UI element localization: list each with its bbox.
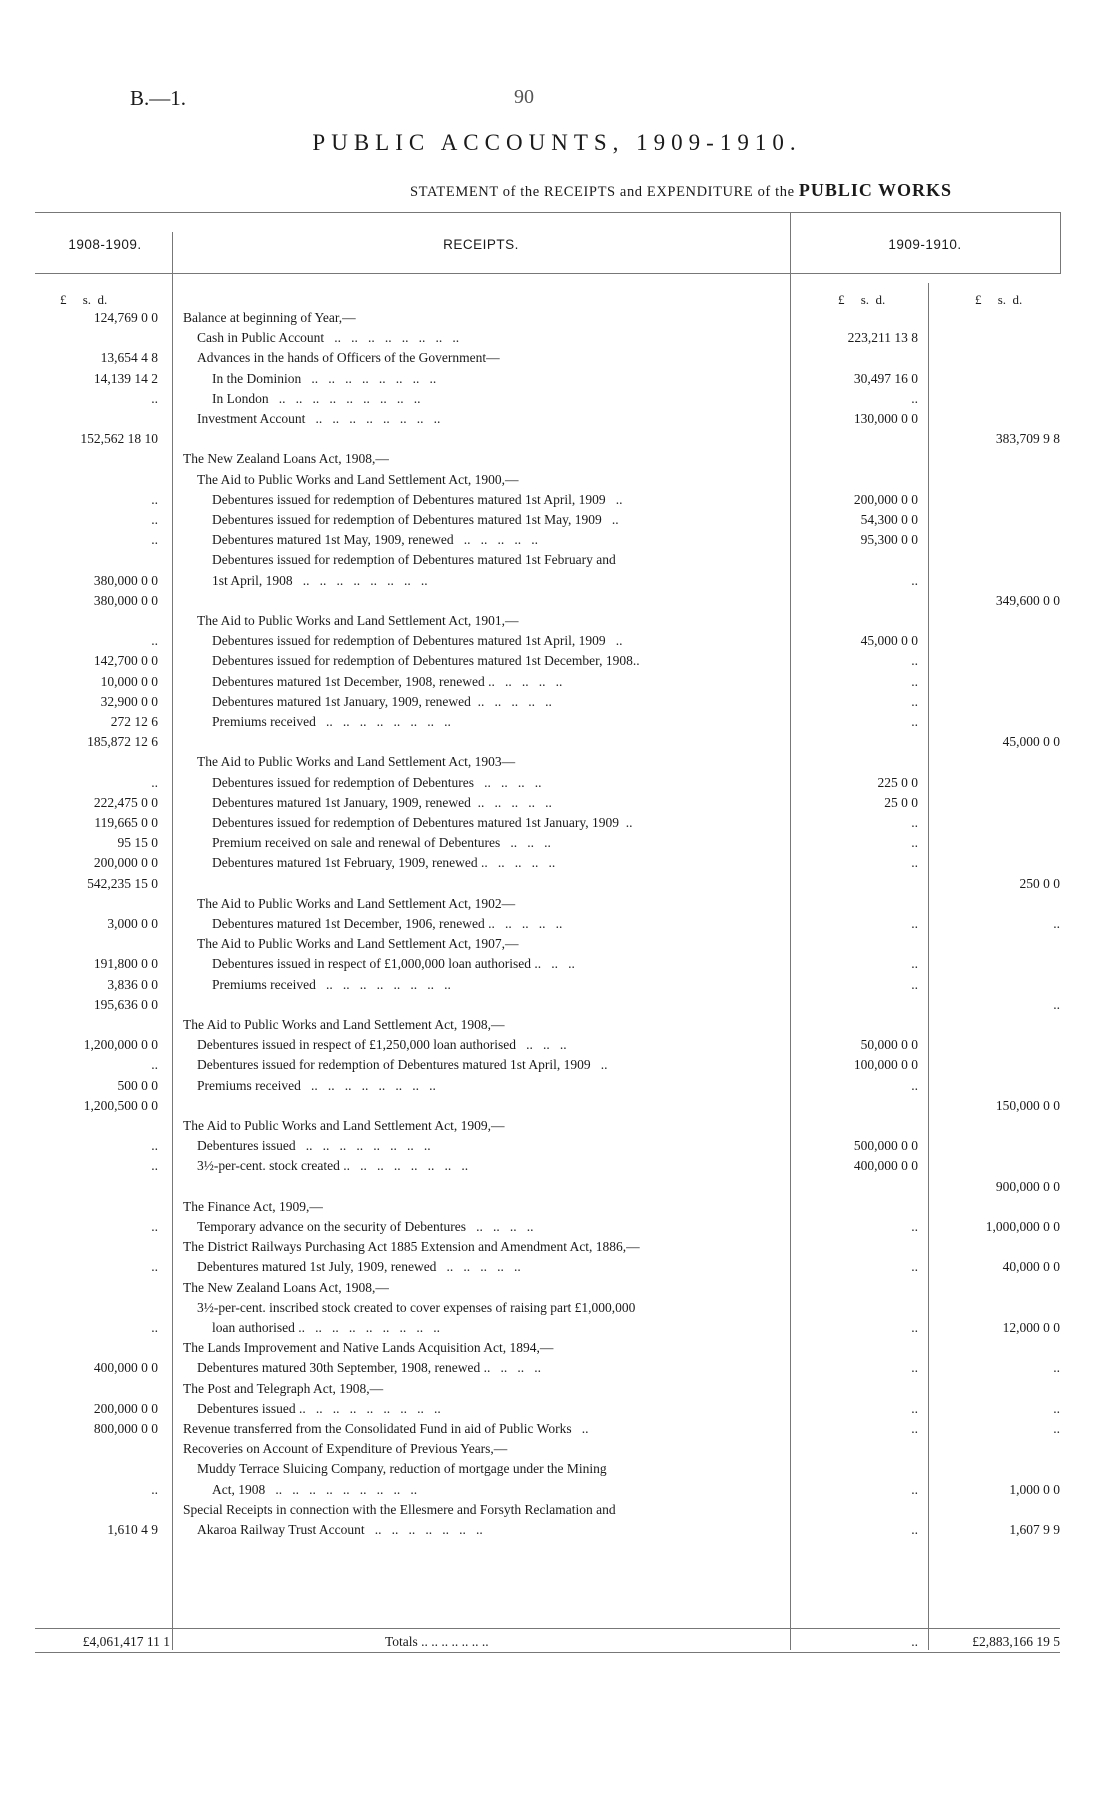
subtitle-prefix: STATEMENT of the RECEIPTS and EXPENDITURE of the [410, 184, 795, 200]
row-description: Akaroa Railway Trust Account .. .. .. .. .. .. .. [197, 1522, 483, 1537]
table-row [0, 775, 1114, 791]
column-header-receipts: RECEIPTS. [443, 237, 519, 252]
row-curr-year-total: 12,000 0 0 [1002, 1320, 1060, 1335]
unit-label-curr2: £ s. d. [975, 292, 1023, 307]
table-row [0, 1078, 1114, 1094]
table-right-rule [1060, 212, 1061, 274]
row-curr-year-item: .. [911, 815, 918, 830]
table-row [0, 1522, 1114, 1538]
table-row [0, 1461, 1114, 1477]
row-prev-year-amount: .. [151, 1219, 158, 1234]
row-description: 3½-per-cent. inscribed stock created to cover expenses of raising part £1,000,000 [197, 1299, 636, 1315]
row-description: Debentures matured 30th September, 1908, renewed .. .. .. .. [197, 1360, 541, 1376]
row-curr-year-total: .. [1053, 916, 1060, 931]
table-row [0, 956, 1114, 972]
row-description: Debentures issued for redemption of Debentures matured 1st April, 1909 .. [212, 633, 623, 649]
row-description: Advances in the hands of Officers of the Government— [197, 350, 500, 366]
row-description: Recoveries on Account of Expenditure of Previous Years,— [183, 1441, 508, 1457]
row-curr-year-item: .. [911, 956, 918, 972]
unit-label-curr1: £ s. d. [838, 292, 886, 307]
table-row [0, 1057, 1114, 1073]
row-curr-year-total: .. [1053, 1360, 1060, 1376]
row-description: Debentures issued for redemption of Debentures matured 1st February and [212, 552, 616, 568]
row-curr-year-total: 349,600 0 0 [995, 592, 1060, 608]
row-description: Debentures issued for redemption of Debentures matured 1st April, 1909 .. [212, 491, 623, 507]
row-prev-year-amount: .. [151, 1138, 158, 1154]
table-row [0, 532, 1114, 548]
table-row [0, 1502, 1114, 1518]
table-row [0, 633, 1114, 649]
table-row [0, 694, 1114, 710]
row-description: Debentures issued for redemption of Debentures matured 1st December, 1908.. [212, 653, 640, 669]
page-number: 90 [514, 86, 534, 108]
row-prev-year-amount: .. [151, 1158, 158, 1174]
table-row [0, 795, 1114, 811]
row-curr-year-item: .. [911, 1421, 918, 1436]
row-curr-year-total: 40,000 0 0 [1002, 1259, 1060, 1275]
row-prev-year-amount: 10,000 0 0 [100, 673, 158, 689]
row-description: The Aid to Public Works and Land Settlement Act, 1903— [197, 754, 516, 770]
row-prev-year-amount: 152,562 18 10 [80, 431, 158, 447]
row-curr-year-item: .. [911, 714, 918, 729]
row-prev-year-amount: 124,769 0 0 [93, 310, 158, 325]
row-description: Debentures issued .. .. .. .. .. .. .. .. [197, 1138, 431, 1154]
row-description: Debentures issued in respect of £1,000,000 loan authorised .. .. .. [212, 956, 575, 972]
table-row [0, 1259, 1114, 1275]
header-rule [35, 273, 1060, 274]
row-curr-year-total: .. [1053, 1421, 1060, 1436]
totals-c1: .. [911, 1634, 918, 1649]
row-description: loan authorised .. .. .. .. .. .. .. .. .. [212, 1320, 440, 1335]
table-row [0, 1280, 1114, 1296]
row-description: The New Zealand Loans Act, 1908,— [183, 451, 389, 467]
table-row [0, 391, 1114, 407]
row-curr-year-item: .. [911, 390, 918, 406]
row-curr-year-item: 50,000 0 0 [860, 1037, 918, 1053]
table-row [0, 350, 1114, 366]
row-description: Debentures matured 1st December, 1906, renewed .. .. .. .. .. [212, 916, 563, 931]
row-description: The Aid to Public Works and Land Settlement Act, 1908,— [183, 1017, 505, 1032]
row-curr-year-item: 45,000 0 0 [860, 633, 918, 649]
row-curr-year-total: .. [1053, 996, 1060, 1012]
row-description: The Aid to Public Works and Land Settlement Act, 1900,— [197, 471, 519, 487]
row-curr-year-item: .. [911, 976, 918, 992]
row-description: Premiums received .. .. .. .. .. .. .. .. [197, 1077, 436, 1093]
row-prev-year-amount: .. [151, 491, 158, 507]
row-description: The Aid to Public Works and Land Settlement Act, 1901,— [197, 613, 519, 628]
row-description: Debentures issued for redemption of Debentures matured 1st April, 1909 .. [197, 1057, 608, 1073]
row-prev-year-amount: 3,000 0 0 [107, 916, 158, 931]
row-curr-year-item: 130,000 0 0 [853, 411, 918, 426]
row-prev-year-amount: 200,000 0 0 [93, 855, 158, 871]
row-prev-year-amount: 185,872 12 6 [87, 734, 158, 750]
row-prev-year-amount: 119,665 0 0 [94, 815, 158, 830]
table-row [0, 1138, 1114, 1154]
table-row [0, 492, 1114, 508]
row-prev-year-amount: 32,900 0 0 [100, 693, 158, 709]
row-description: The District Railways Purchasing Act 1885 Extension and Amendment Act, 1886,— [183, 1239, 640, 1255]
row-prev-year-amount: .. [151, 633, 158, 649]
row-description: Debentures matured 1st July, 1909, renewed .. .. .. .. .. [197, 1259, 521, 1275]
row-prev-year-amount: 272 12 6 [110, 714, 158, 729]
row-prev-year-amount: .. [151, 1481, 158, 1497]
row-curr-year-item: 54,300 0 0 [860, 512, 918, 527]
column-header-prev-year: 1908-1909. [68, 237, 142, 252]
row-curr-year-item: .. [911, 653, 918, 669]
table-row [0, 330, 1114, 346]
table-row [0, 1441, 1114, 1457]
row-curr-year-total: 1,000 0 0 [1009, 1481, 1060, 1497]
table-row [0, 1381, 1114, 1397]
row-description: Balance at beginning of Year,— [183, 310, 356, 325]
table-row [0, 855, 1114, 871]
row-prev-year-amount: 3,836 0 0 [107, 976, 158, 992]
table-row [0, 714, 1114, 730]
table-row [0, 1360, 1114, 1376]
row-prev-year-amount: 142,700 0 0 [93, 653, 158, 669]
table-row [0, 431, 1114, 447]
row-prev-year-amount: 191,800 0 0 [93, 956, 158, 972]
row-curr-year-total: 1,607 9 9 [1009, 1522, 1060, 1537]
table-row [0, 451, 1114, 467]
document-reference: B.—1. [130, 86, 187, 110]
row-curr-year-total: 1,000,000 0 0 [985, 1219, 1060, 1234]
table-row [0, 1199, 1114, 1215]
row-description: Debentures issued for redemption of Debentures matured 1st January, 1909 .. [212, 815, 633, 830]
row-curr-year-item: .. [911, 916, 918, 931]
row-description: The Aid to Public Works and Land Settlement Act, 1909,— [183, 1118, 505, 1133]
row-description: Act, 1908 .. .. .. .. .. .. .. .. .. [212, 1481, 418, 1497]
row-prev-year-amount: 1,610 4 9 [107, 1522, 158, 1537]
row-curr-year-total: .. [1053, 1400, 1060, 1416]
table-row [0, 552, 1114, 568]
table-row [0, 310, 1114, 326]
table-row [0, 734, 1114, 750]
row-description: Debentures issued for redemption of Debentures matured 1st May, 1909 .. [212, 512, 619, 527]
row-prev-year-amount: 195,636 0 0 [93, 996, 158, 1012]
row-curr-year-item: .. [911, 1320, 918, 1335]
row-curr-year-item: 200,000 0 0 [853, 491, 918, 507]
totals-rule [35, 1628, 1060, 1629]
row-description: 1st April, 1908 .. .. .. .. .. .. .. .. [212, 572, 428, 588]
row-prev-year-amount: 95 15 0 [117, 835, 158, 851]
row-curr-year-item: .. [911, 693, 918, 709]
table-row [0, 1300, 1114, 1316]
row-description: The Finance Act, 1909,— [183, 1198, 323, 1214]
row-curr-year-item: .. [911, 1481, 918, 1497]
row-description: Premiums received .. .. .. .. .. .. .. .. [212, 976, 451, 992]
table-row [0, 1320, 1114, 1336]
totals-label: Totals .. .. .. .. .. .. .. [385, 1634, 489, 1649]
table-row [0, 916, 1114, 932]
row-curr-year-item: 223,211 13 8 [847, 330, 918, 346]
table-row [0, 876, 1114, 892]
table-row [0, 1421, 1114, 1437]
row-curr-year-item: 100,000 0 0 [853, 1057, 918, 1073]
table-row [0, 936, 1114, 952]
table-row [0, 573, 1114, 589]
row-curr-year-item: .. [911, 1259, 918, 1275]
row-curr-year-item: .. [911, 572, 918, 588]
row-prev-year-amount: 14,139 14 2 [93, 370, 158, 386]
row-prev-year-amount: .. [151, 774, 158, 790]
row-description: Cash in Public Account .. .. .. .. .. .. .. .. [197, 330, 460, 346]
table-row [0, 1239, 1114, 1255]
table-row [0, 1340, 1114, 1356]
table-row [0, 835, 1114, 851]
row-description: Debentures issued in respect of £1,250,000 loan authorised .. .. .. [197, 1037, 567, 1053]
table-row [0, 815, 1114, 831]
row-description: Debentures matured 1st February, 1909, renewed .. .. .. .. .. [212, 855, 556, 871]
row-description: 3½-per-cent. stock created .. .. .. .. .. .. .. .. [197, 1158, 469, 1174]
row-prev-year-amount: 380,000 0 0 [93, 592, 158, 608]
table-row [0, 1118, 1114, 1134]
table-row [0, 997, 1114, 1013]
table-row [0, 1017, 1114, 1033]
row-prev-year-amount: .. [151, 512, 158, 527]
row-prev-year-amount: 800,000 0 0 [93, 1421, 158, 1436]
table-bottom-rule [35, 1652, 1060, 1653]
row-prev-year-amount: 380,000 0 0 [93, 572, 158, 588]
row-description: Debentures matured 1st January, 1909, renewed .. .. .. .. .. [212, 794, 552, 810]
row-description: The Aid to Public Works and Land Settlement Act, 1902— [197, 895, 516, 911]
table-row [0, 512, 1114, 528]
row-description: Muddy Terrace Sluicing Company, reduction of mortgage under the Mining [197, 1461, 607, 1477]
row-curr-year-item: 400,000 0 0 [853, 1158, 918, 1174]
table-top-rule [35, 212, 1060, 213]
row-curr-year-item: .. [911, 1219, 918, 1234]
row-curr-year-item: 25 0 0 [884, 794, 918, 810]
totals-c2: £2,883,166 19 5 [972, 1634, 1060, 1649]
table-row [0, 593, 1114, 609]
table-row [0, 1401, 1114, 1417]
table-row [0, 754, 1114, 770]
row-description: Revenue transferred from the Consolidated Fund in aid of Public Works .. [183, 1421, 589, 1436]
row-curr-year-total: 900,000 0 0 [995, 1178, 1060, 1194]
column-header-curr-year: 1909-1910. [888, 237, 962, 252]
row-prev-year-amount: 1,200,500 0 0 [83, 1097, 158, 1113]
table-row [0, 1158, 1114, 1174]
row-prev-year-amount: 13,654 4 8 [100, 350, 158, 366]
subtitle-bold: PUBLIC WORKS [798, 180, 953, 200]
table-row [0, 977, 1114, 993]
row-description: The Aid to Public Works and Land Settlement Act, 1907,— [197, 936, 519, 952]
row-description: The New Zealand Loans Act, 1908,— [183, 1279, 389, 1295]
row-curr-year-total: 150,000 0 0 [995, 1097, 1060, 1113]
row-curr-year-item: .. [911, 1400, 918, 1416]
statement-subtitle [410, 180, 952, 201]
row-prev-year-amount: .. [151, 532, 158, 548]
row-description: Special Receipts in connection with the Ellesmere and Forsyth Reclamation and [183, 1501, 616, 1517]
row-description: In the Dominion .. .. .. .. .. .. .. .. [212, 370, 437, 386]
table-row [0, 896, 1114, 912]
row-curr-year-total: 250 0 0 [1019, 875, 1060, 891]
row-prev-year-amount: 200,000 0 0 [93, 1400, 158, 1416]
row-description: Debentures issued .. .. .. .. .. .. .. .. .. [197, 1400, 441, 1416]
row-curr-year-item: 30,497 16 0 [853, 370, 918, 386]
row-curr-year-item: 500,000 0 0 [853, 1138, 918, 1154]
table-row [0, 1037, 1114, 1053]
row-curr-year-item: .. [911, 1522, 918, 1537]
row-description: Debentures issued for redemption of Debentures .. .. .. .. [212, 774, 542, 790]
row-description: Debentures matured 1st December, 1908, renewed .. .. .. .. .. [212, 673, 563, 689]
row-prev-year-amount: .. [151, 390, 158, 406]
table-row [0, 1179, 1114, 1195]
table-row [0, 653, 1114, 669]
totals-prev: £4,061,417 11 1 [82, 1634, 170, 1649]
table-row [0, 674, 1114, 690]
row-prev-year-amount: .. [151, 1259, 158, 1275]
row-curr-year-item: .. [911, 1077, 918, 1093]
table-row [0, 1482, 1114, 1498]
row-description: The Lands Improvement and Native Lands Acquisition Act, 1894,— [183, 1340, 554, 1356]
row-prev-year-amount: 500 0 0 [117, 1077, 158, 1093]
row-description: Debentures matured 1st January, 1909, renewed .. .. .. .. .. [212, 693, 552, 709]
row-curr-year-item: 95,300 0 0 [860, 532, 918, 548]
row-curr-year-total: 45,000 0 0 [1002, 734, 1060, 750]
page-title: PUBLIC ACCOUNTS, 1909-1910. [312, 130, 802, 155]
row-description: In London .. .. .. .. .. .. .. .. .. [212, 390, 421, 406]
table-row [0, 472, 1114, 488]
unit-label-prev: £ s. d. [60, 292, 108, 307]
table-row [0, 411, 1114, 427]
row-curr-year-total: 383,709 9 8 [995, 431, 1060, 447]
table-row [0, 1098, 1114, 1114]
row-curr-year-item: .. [911, 835, 918, 851]
row-description: The Post and Telegraph Act, 1908,— [183, 1380, 384, 1396]
row-description: Investment Account .. .. .. .. .. .. .. .. [197, 411, 441, 426]
row-description: Temporary advance on the security of Debentures .. .. .. .. [197, 1219, 534, 1234]
row-prev-year-amount: 222,475 0 0 [93, 794, 158, 810]
table-row [0, 1219, 1114, 1235]
row-description: Premium received on sale and renewal of Debentures .. .. .. [212, 835, 551, 851]
row-prev-year-amount: .. [151, 1320, 158, 1335]
row-prev-year-amount: .. [151, 1057, 158, 1073]
row-prev-year-amount: 542,235 15 0 [87, 875, 158, 891]
row-curr-year-item: .. [911, 855, 918, 871]
row-description: Premiums received .. .. .. .. .. .. .. .. [212, 714, 451, 729]
row-curr-year-item: .. [911, 673, 918, 689]
row-curr-year-item: .. [911, 1360, 918, 1376]
row-prev-year-amount: 400,000 0 0 [93, 1360, 158, 1376]
row-prev-year-amount: 1,200,000 0 0 [83, 1037, 158, 1053]
row-description: Debentures matured 1st May, 1909, renewed .. .. .. .. .. [212, 532, 539, 548]
table-row [0, 613, 1114, 629]
row-curr-year-item: 225 0 0 [877, 774, 918, 790]
table-row [0, 371, 1114, 387]
